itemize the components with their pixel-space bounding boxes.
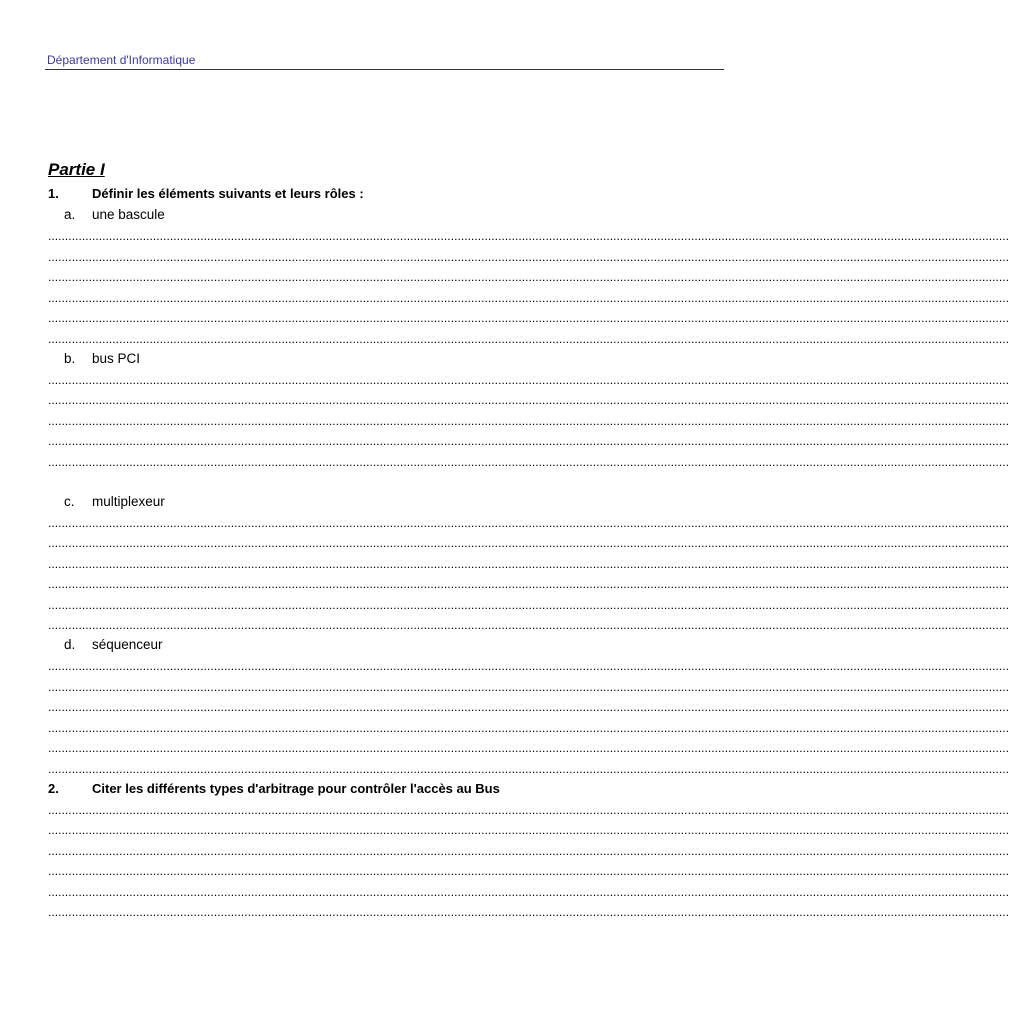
question-1 — [48, 186, 364, 201]
answer-line[interactable]: ............................................................................................................................................................................................................................................................................................ — [48, 618, 1009, 632]
answer-line[interactable]: ............................................................................................................................................................................................................................................................................................ — [48, 598, 1009, 612]
sub-item-d — [64, 637, 163, 652]
answer-line[interactable]: ............................................................................................................................................................................................................................................................................................ — [48, 577, 1009, 591]
answer-line[interactable]: ............................................................................................................................................................................................................................................................................................ — [48, 741, 1009, 755]
answer-line[interactable]: ............................................................................................................................................................................................................................................................................................ — [48, 291, 1009, 305]
sub-item-label: multiplexeur — [92, 494, 165, 509]
answer-line[interactable]: ............................................................................................................................................................................................................................................................................................ — [48, 885, 1009, 899]
answer-line[interactable]: ............................................................................................................................................................................................................................................................................................ — [48, 700, 1009, 714]
part-title: Partie I — [48, 160, 105, 179]
sub-item-label: séquenceur — [92, 637, 163, 652]
sub-item-label: bus PCI — [92, 351, 141, 366]
question-number: 2. — [48, 781, 59, 796]
sub-item-letter: c. — [64, 494, 75, 509]
sub-item-letter: d. — [64, 637, 76, 652]
question-text: Citer les différents types d'arbitrage pour contrôler l'accès au Bus — [92, 781, 500, 796]
answer-line[interactable]: ............................................................................................................................................................................................................................................................................................ — [48, 536, 1009, 550]
department-header: Département d'Informatique — [47, 53, 196, 67]
answer-line[interactable]: ............................................................................................................................................................................................................................................................................................ — [48, 905, 1009, 919]
answer-line[interactable]: ............................................................................................................................................................................................................................................................................................ — [48, 516, 1009, 530]
answer-line[interactable]: ............................................................................................................................................................................................................................................................................................ — [48, 311, 1009, 325]
question-2 — [48, 781, 500, 796]
question-text: Définir les éléments suivants et leurs rôles : — [92, 186, 364, 201]
header-divider — [45, 69, 724, 70]
answer-line[interactable]: ............................................................................................................................................................................................................................................................................................ — [48, 250, 1009, 264]
answer-line[interactable]: ............................................................................................................................................................................................................................................................................................ — [48, 659, 1009, 673]
answer-line[interactable]: ............................................................................................................................................................................................................................................................................................ — [48, 680, 1009, 694]
answer-line[interactable]: ............................................................................................................................................................................................................................................................................................ — [48, 823, 1009, 837]
answer-line[interactable]: ............................................................................................................................................................................................................................................................................................ — [48, 557, 1009, 571]
sub-item-a — [64, 207, 165, 222]
answer-line[interactable]: ............................................................................................................................................................................................................................................................................................ — [48, 414, 1009, 428]
answer-line[interactable]: ............................................................................................................................................................................................................................................................................................ — [48, 803, 1009, 817]
sub-item-b — [64, 351, 140, 366]
answer-line[interactable]: ............................................................................................................................................................................................................................................................................................ — [48, 229, 1009, 243]
answer-line[interactable]: ............................................................................................................................................................................................................................................................................................ — [48, 270, 1009, 284]
sub-item-letter: b. — [64, 351, 76, 366]
answer-line[interactable]: ............................................................................................................................................................................................................................................................................................ — [48, 844, 1009, 858]
answer-line[interactable]: ............................................................................................................................................................................................................................................................................................ — [48, 332, 1009, 346]
answer-line[interactable]: ............................................................................................................................................................................................................................................................................................ — [48, 455, 1009, 469]
answer-line[interactable]: ............................................................................................................................................................................................................................................................................................ — [48, 393, 1009, 407]
answer-line[interactable]: ............................................................................................................................................................................................................................................................................................ — [48, 434, 1009, 448]
answer-line[interactable]: ............................................................................................................................................................................................................................................................................................ — [48, 373, 1009, 387]
answer-line[interactable]: ............................................................................................................................................................................................................................................................................................ — [48, 864, 1009, 878]
sub-item-letter: a. — [64, 207, 76, 222]
sub-item-c — [64, 494, 165, 509]
answer-line[interactable]: ............................................................................................................................................................................................................................................................................................ — [48, 721, 1009, 735]
answer-line[interactable]: ............................................................................................................................................................................................................................................................................................ — [48, 762, 1009, 776]
sub-item-label: une bascule — [92, 207, 165, 222]
question-number: 1. — [48, 186, 59, 201]
